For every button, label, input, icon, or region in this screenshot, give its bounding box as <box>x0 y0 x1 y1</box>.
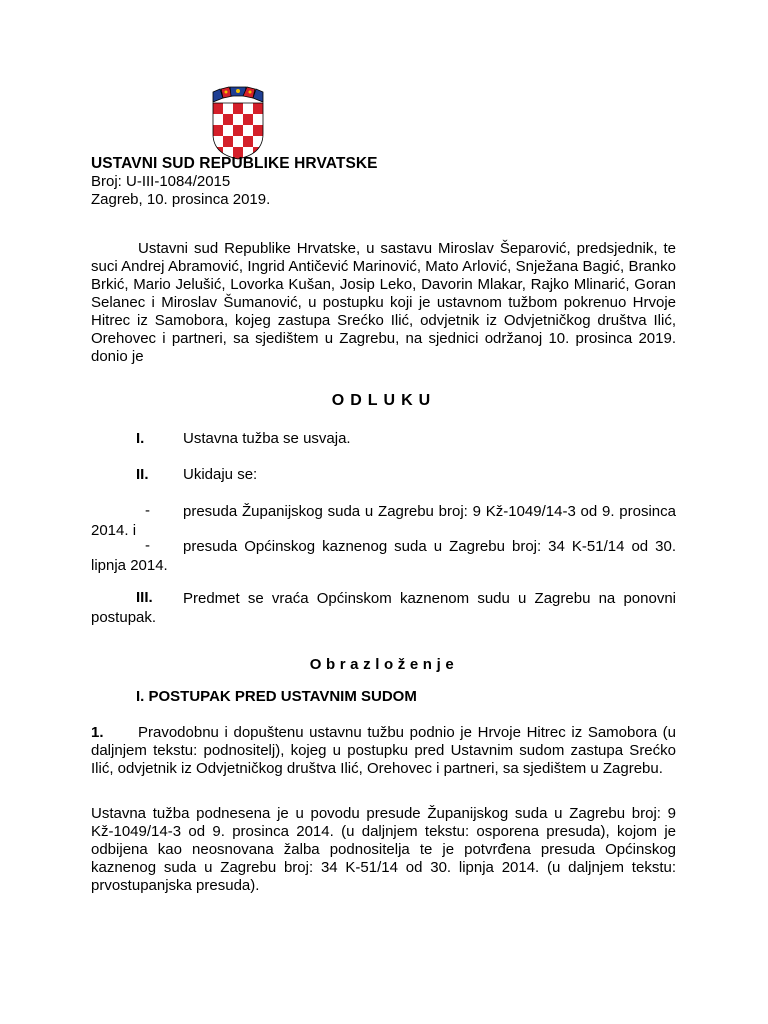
list-item-1: presuda Županijskog suda u Zagrebu broj: 9 Kž-1049/14-3 od 9. prosinca 2014. i <box>91 503 676 539</box>
decision-point-ii-text: Ukidaju se: <box>183 466 258 483</box>
section-heading: I. POSTUPAK PRED USTAVNIM SUDOM <box>136 688 417 705</box>
decision-title: ODLUKU <box>331 392 437 409</box>
case-number: Broj: U-III-1084/2015 <box>91 173 231 190</box>
paragraph-1-number: 1. <box>91 724 104 741</box>
intro-paragraph: Ustavni sud Republike Hrvatske, u sastavu Miroslav Šeparović, predsjednik, te suci Andrej Abramović, Ingrid Antičević Marinović, Mato Arlović, Snježana Bagić, Branko Brkić, Mario Jelušić, Lovorka Kušan, Josip Leko, Davorin Mlakar, Rajko Mlinarić, Goran Selanec i Miroslav Šumanović, u postupku koji je ustavnom tužbom pokrenuo Hrvoje Hitrec iz Samobora, kojeg zastupa Srećko Ilić, odvjetnik iz Odvjetničkog društva Ilić, Orehovec i partneri, sa sjedištem u Zagrebu, na sjednici održanoj 10. prosinca 2019. donio je <box>91 240 676 365</box>
paragraph-2-text: Ustavna tužba podnesena je u povodu presude Županijskog suda u Zagrebu broj: 9 Kž-1049/14-3 od 9. prosinca 2014. (u daljnjem tekstu: osporena presuda), kojom je odbijena kao neosnovana žalba podnositelja te je potvrđena presuda Općinskog kaznenog suda u Zagrebu broj: 34 K-51/14 od 30. lipnja 2014. (u daljnjem tekstu: prvostupanjska presuda). <box>91 805 676 894</box>
reasoning-title: Obrazloženje <box>309 656 459 673</box>
place-date: Zagreb, 10. prosinca 2019. <box>91 191 271 208</box>
list-dash-1: - <box>145 502 150 519</box>
decision-point-iii-number: III. <box>136 589 153 606</box>
decision-point-ii-number: II. <box>136 466 149 483</box>
decision-point-i-text: Ustavna tužba se usvaja. <box>183 430 351 447</box>
decision-point-iii-text: Predmet se vraća Općinskom kaznenom sudu u Zagrebu na ponovni postupak. <box>91 590 676 626</box>
court-title: USTAVNI SUD REPUBLIKE HRVATSKE <box>91 155 378 172</box>
coat-of-arms-icon <box>210 86 266 160</box>
list-dash-2: - <box>145 537 150 554</box>
list-item-2: presuda Općinskog kaznenog suda u Zagrebu broj: 34 K-51/14 od 30. lipnja 2014. <box>91 538 676 574</box>
paragraph-1-text: Pravodobnu i dopuštenu ustavnu tužbu podnio je Hrvoje Hitrec iz Samobora (u daljnjem tekstu: podnositelj), kojeg u postupku pred Ustavnim sudom zastupa Srećko Ilić, odvjetnik iz Odvjetničkog društva Ilić, Orehovec i partneri, sa sjedištem u Zagrebu. <box>91 724 676 777</box>
decision-point-i-number: I. <box>136 430 145 447</box>
